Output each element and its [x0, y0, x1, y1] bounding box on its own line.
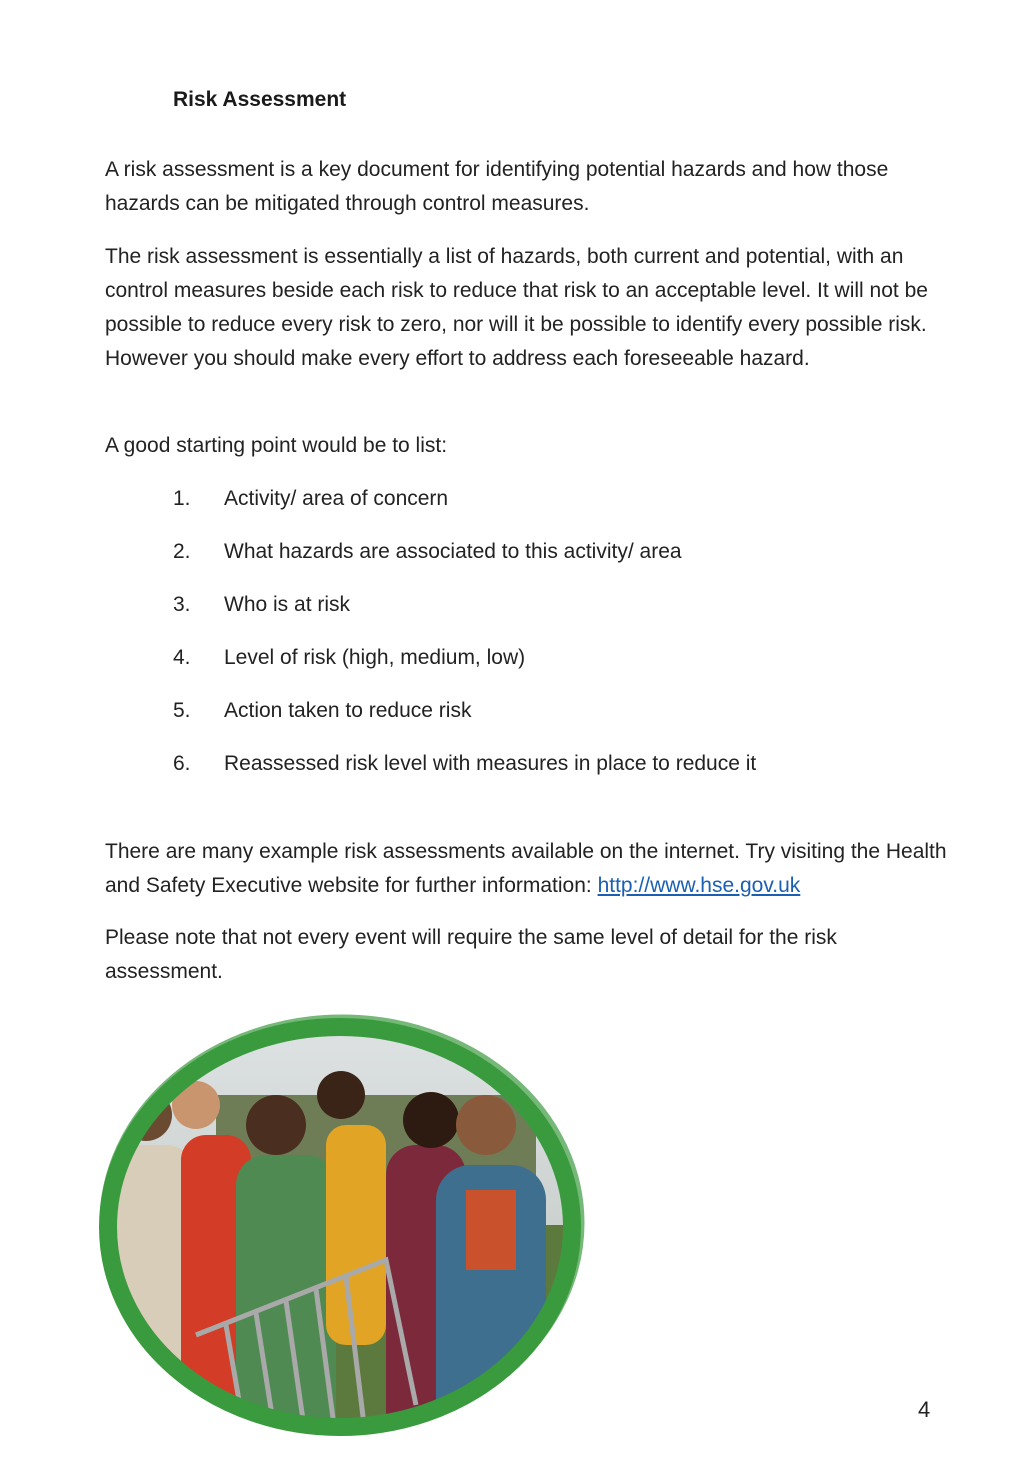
list-item-text: Action taken to reduce risk — [224, 699, 472, 722]
list-item-number: 3. — [173, 593, 191, 616]
examples-text: There are many example risk assessments available on the internet. Try visiting the Health and Safety Executive website for further information: — [105, 840, 947, 897]
group-photo-icon — [86, 1005, 594, 1441]
examples-paragraph — [105, 835, 955, 903]
list-item — [173, 588, 756, 641]
page-title: Risk Assessment — [173, 88, 347, 111]
list-item-text: Who is at risk — [224, 593, 351, 616]
starting-point-list — [173, 482, 756, 800]
list-item-number: 6. — [173, 752, 191, 775]
list-item — [173, 482, 756, 535]
list-item-text: Level of risk (high, medium, low) — [224, 646, 526, 669]
page-number: 4 — [918, 1397, 931, 1422]
list-item-number: 5. — [173, 699, 191, 722]
list-item — [173, 641, 756, 694]
intro-paragraph: A risk assessment is a key document for identifying potential hazards and how those hazards can be mitigated through control measures. — [105, 158, 889, 215]
list-item — [173, 747, 756, 800]
list-item — [173, 535, 756, 588]
list-item-text: Activity/ area of concern — [224, 487, 449, 510]
list-item-number: 1. — [173, 487, 191, 510]
list-item-number: 4. — [173, 646, 191, 669]
list-intro-paragraph: A good starting point would be to list: — [105, 434, 448, 457]
note-paragraph: Please note that not every event will require the same level of detail for the risk assessment. — [105, 926, 837, 983]
description-paragraph: The risk assessment is essentially a list of hazards, both current and potential, with an control measures beside each risk to reduce that risk to an acceptable level. It will not be possible to reduce every risk to zero, nor will it be possible to identify every possible risk. However you should make every effort to address each foreseeable hazard. — [105, 245, 928, 370]
list-item-number: 2. — [173, 540, 191, 563]
hse-link[interactable]: http://www.hse.gov.uk — [597, 874, 801, 897]
list-item-text: What hazards are associated to this activity/ area — [224, 540, 682, 563]
list-item-text: Reassessed risk level with measures in place to reduce it — [224, 752, 757, 775]
list-item — [173, 694, 756, 747]
